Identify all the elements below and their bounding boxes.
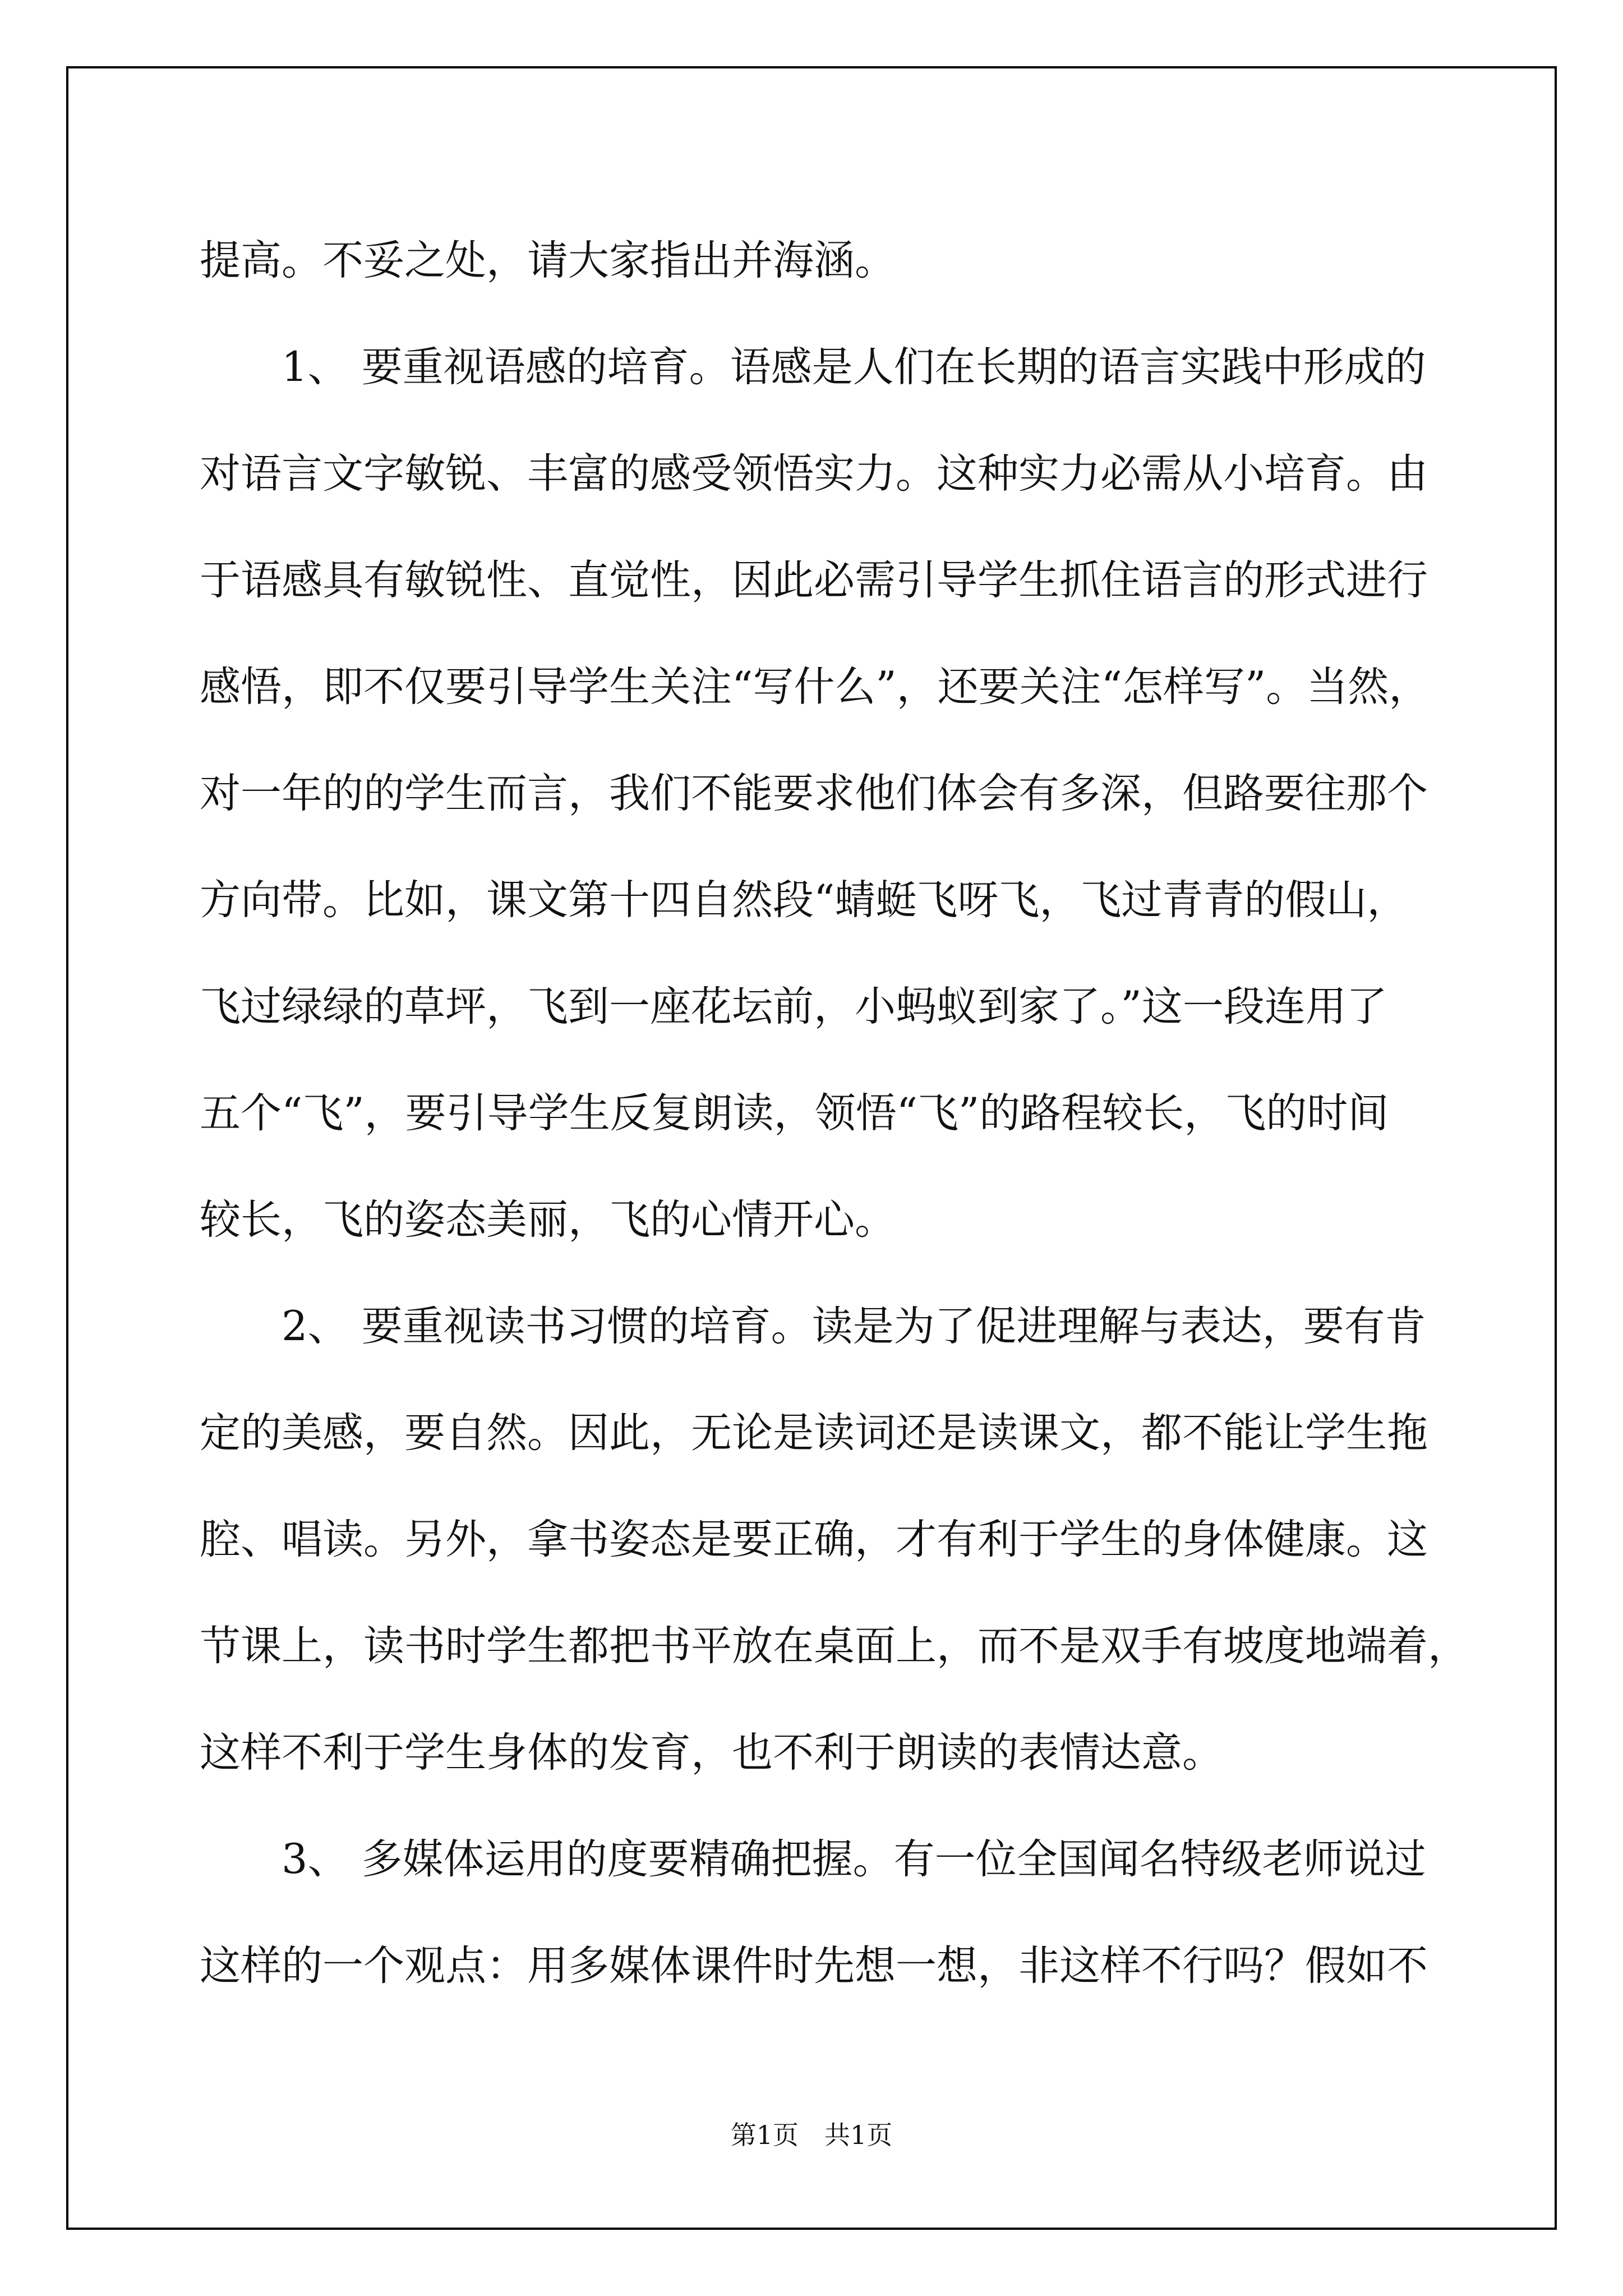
text-line: 对一年的的学生而言，我们不能要求他们体会有多深，但路要往那个 — [200, 770, 1428, 817]
document-body — [200, 208, 1469, 2019]
text-line: 飞过绿绿的草坪，飞到一座花坛前，小蚂蚁到家了。”这一段连用了 — [200, 983, 1387, 1030]
text-line: 1、 要重视语感的培育。语感是人们在长期的语言实践中形成的 — [282, 343, 1426, 391]
text-line: 于语感具有敏锐性、直觉性，因此必需引导学生抓住语言的形式进行 — [200, 556, 1428, 604]
text-line: 对语言文字敏锐、丰富的感受领悟实力。这种实力必需从小培育。由 — [200, 450, 1428, 498]
text-line: 这样不利于学生身体的发育，也不利于朗读的表情达意。 — [200, 1729, 1223, 1777]
text-line: 这样的一个观点：用多媒体课件时先想一想，非这样不行吗？假如不 — [200, 1942, 1428, 1990]
text-line: 提高。不妥之处，请大家指出并海涵。 — [200, 237, 896, 284]
page-footer: 第1页 共1页 — [730, 2120, 893, 2150]
text-line: 3、 多媒体运用的度要精确把握。有一位全国闻名特级老师说过 — [282, 1835, 1426, 1883]
text-line: 腔、唱读。另外，拿书姿态是要正确，才有利于学生的身体健康。这 — [200, 1516, 1428, 1563]
text-line: 感悟，即不仅要引导学生关注“写什么”，还要关注“怎样写”。当然， — [200, 663, 1430, 711]
text-line: 2、 要重视读书习惯的培育。读是为了促进理解与表达，要有肯 — [282, 1303, 1426, 1350]
text-line: 节课上，读书时学生都把书平放在桌面上，而不是双手有坡度地端着， — [200, 1622, 1469, 1670]
text-line: 定的美感，要自然。因此，无论是读词还是读课文，都不能让学生拖 — [200, 1409, 1428, 1457]
text-line: 较长，飞的姿态美丽，飞的心情开心。 — [200, 1196, 896, 1244]
text-line: 五个“飞”，要引导学生反复朗读，领悟“飞”的路程较长，飞的时间 — [200, 1089, 1389, 1137]
text-line: 方向带。比如，课文第十四自然段“蜻蜓飞呀飞，飞过青青的假山， — [200, 876, 1408, 924]
